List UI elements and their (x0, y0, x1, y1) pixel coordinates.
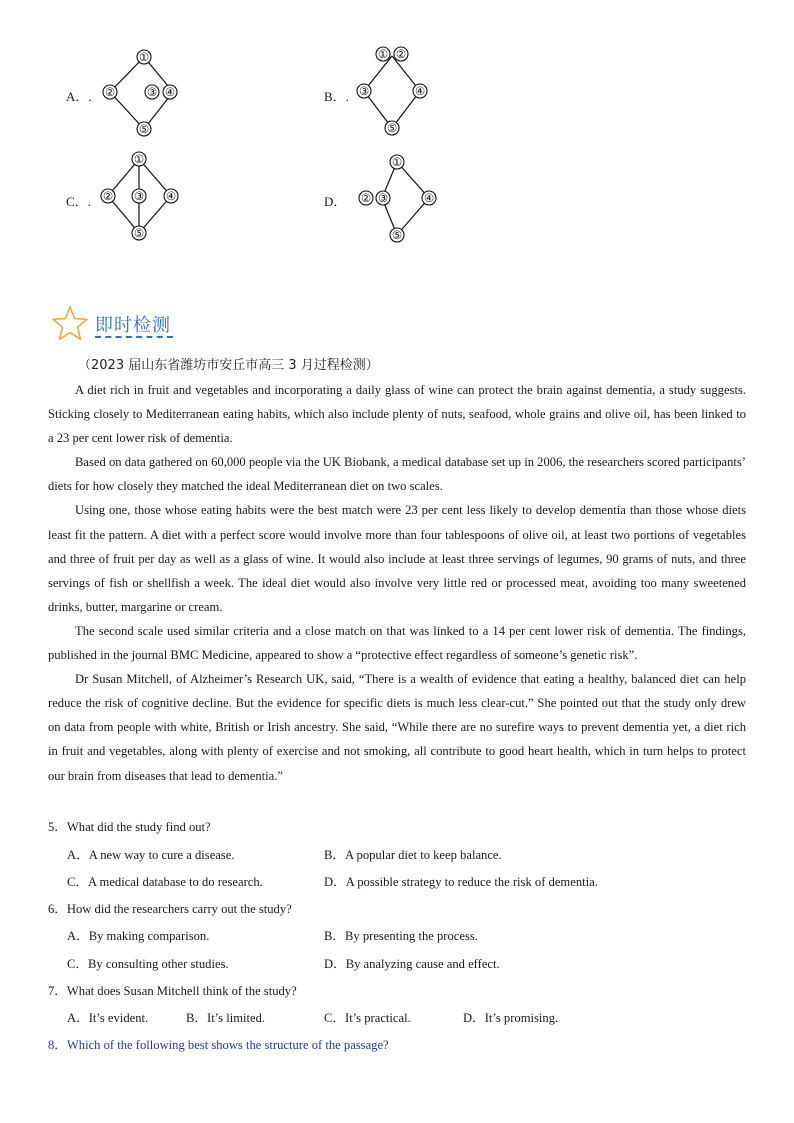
node-label: ① (133, 152, 145, 166)
question-7-stem: 7．What does Susan Mitchell think of the study? (48, 984, 297, 998)
option-c-label: C．. (66, 194, 91, 209)
paragraph: A diet rich in fruit and vegetables and incorporating a daily glass of wine can protect the brain against dementia, a study suggests. Sticking closely to Mediterranean eating habits, which also include plenty of nuts, seafood, whole grains and olive oil, has been linked to a 23 per cent lower risk of dementia. (48, 383, 746, 446)
q6-choice-b: B．By presenting the process. (324, 929, 478, 943)
option-a-diagram (96, 45, 191, 140)
q6-choice-d: D．By analyzing cause and effect. (324, 957, 500, 971)
question-6-stem: 6．How did the researchers carry out the study? (48, 902, 292, 916)
paragraph: The second scale used similar criteria and a close match on that was linked to a 14 per cent lower risk of dementia. The findings, published in the journal BMC Medicine, appeared to show a “protective effect regardless of someone’s genetic risk”. (48, 623, 746, 663)
node-label: ① (377, 47, 389, 61)
node-label: ⑤ (391, 228, 403, 242)
node-label: ② (104, 85, 116, 99)
option-d-label: D． (324, 194, 347, 209)
q7-choice-b: B．It’s limited. (186, 1011, 266, 1025)
node-label: ③ (358, 84, 370, 98)
q6-choice-a: A．By making comparison. (67, 929, 210, 943)
node-label: ③ (377, 191, 389, 205)
section-title-underline (95, 336, 173, 338)
source-line: （2023 届山东省潍坊市安丘市高三 3 月过程检测） (78, 358, 379, 373)
node-label: ② (395, 47, 407, 61)
q5-choice-b: B．A popular diet to keep balance. (324, 848, 502, 862)
node-label: ④ (164, 85, 176, 99)
option-a-label: A．. (66, 89, 92, 104)
paragraph: Using one, those whose eating habits were the best match were 23 per cent less likely to develop dementia than those whose diets least fit the pattern. A diet with a perfect score would involve more than four tablespoons of olive oil, at least two portions of vegetables and three of fruit per day as well as a glass of wine. It would also include at least three servings of legumes, 90 grams of nuts, and three servings of fish or shellfish a week. The ideal diet would also involve very little red or processed meat, avoiding too many sweetened drinks, butter, margarine or cream. (48, 503, 746, 614)
node-label: ④ (423, 191, 435, 205)
q5-choice-a: A．A new way to cure a disease. (67, 848, 235, 862)
option-c-diagram (96, 148, 191, 243)
node-label: ① (138, 50, 150, 64)
node-label: ① (391, 155, 403, 169)
node-label: ④ (165, 189, 177, 203)
q7-choice-c: C．It’s practical. (324, 1011, 411, 1025)
node-label: ② (360, 191, 372, 205)
node-label: ③ (133, 189, 145, 203)
option-d-diagram (352, 150, 447, 245)
question-8-stem: 8．Which of the following best shows the structure of the passage? (48, 1038, 389, 1052)
q5-choice-c: C．A medical database to do research. (67, 875, 263, 889)
section-heading (50, 304, 250, 348)
star-icon (50, 304, 90, 344)
q6-choice-c: C．By consulting other studies. (67, 957, 229, 971)
node-label: ④ (414, 84, 426, 98)
node-label: ⑤ (386, 121, 398, 135)
paragraph: Based on data gathered on 60,000 people via the UK Biobank, a medical database set up in 2006, the researchers scored participants’ diets for how closely they matched the ideal Mediterranean diet on two scales. (48, 455, 746, 494)
q5-choice-d: D．A possible strategy to reduce the risk of dementia. (324, 875, 598, 889)
node-label: ② (102, 189, 114, 203)
question-5-stem: 5．What did the study find out? (48, 820, 211, 834)
section-title: 即时检测 (95, 315, 171, 336)
option-b-diagram (352, 44, 447, 139)
reading-passage (48, 378, 746, 788)
node-label: ⑤ (138, 122, 150, 136)
option-b-label: B．. (324, 89, 349, 104)
node-label: ⑤ (133, 226, 145, 240)
paragraph: Dr Susan Mitchell, of Alzheimer’s Research UK, said, “There is a wealth of evidence that eating a healthy, balanced diet can help reduce the risk of cognitive decline. But the evidence for specific diets is much less clear-cut.” She pointed out that the study only drew on data from people with white, British or Irish ancestry. She said, “While there are no surefire ways to prevent dementia yet, a diet rich in fruit and vegetables, along with plenty of exercise and not smoking, all contribute to good heart health, which in turn helps to protect our brain from diseases that lead to dementia.” (48, 672, 746, 783)
q7-choice-d: D．It’s promising. (463, 1011, 559, 1025)
node-label: ③ (146, 85, 158, 99)
q7-choice-a: A．It’s evident. (67, 1011, 149, 1025)
